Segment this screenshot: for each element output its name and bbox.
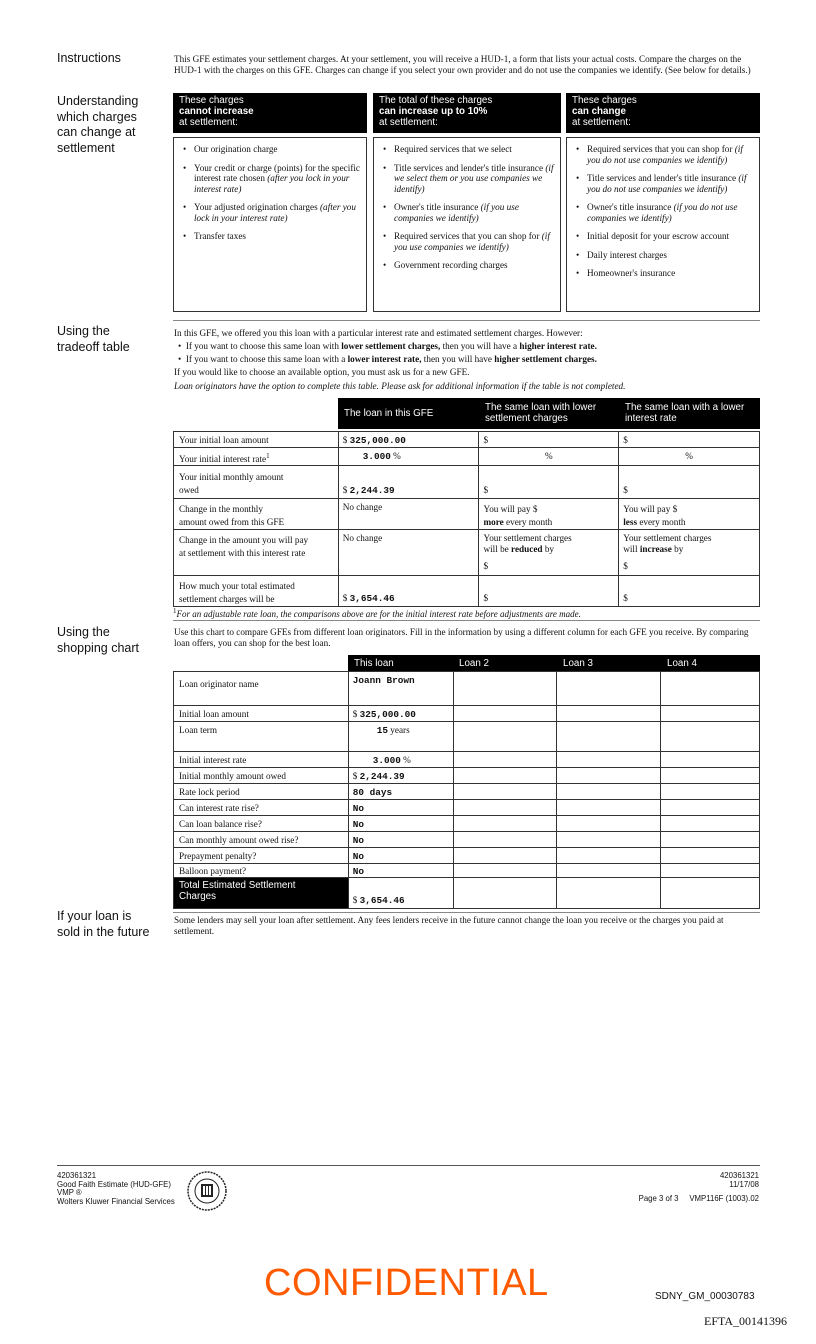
table-row: Loan term 15 years <box>174 722 760 752</box>
footer-page: Page 3 of 3 VMP116F (1003).02 <box>638 1194 759 1203</box>
list-item: • Title services and lender's title insurance (if you do not use companies we identify) <box>575 173 753 194</box>
list-item: • Required services that you can shop for (if you do not use companies we identify) <box>575 144 753 165</box>
table-row: Total Estimated Settlement Charges $ 3,654.46 <box>174 878 760 909</box>
table-row: Loan originator name Joann Brown <box>174 672 760 706</box>
table-row: Prepayment penalty? No <box>174 848 760 864</box>
hud-seal-icon <box>186 1170 228 1212</box>
table-row: Can interest rate rise? No <box>174 800 760 816</box>
table-row: Can loan balance rise? No <box>174 816 760 832</box>
tradeoff-bullet-1: • If you want to choose this same loan with lower settlement charges, then you will have a higher interest rate. <box>178 341 597 351</box>
sold-text: Some lenders may sell your loan after settlement. Any fees lenders receive in the future cannot change the loan you receive or the charges you paid at settlement. <box>174 915 724 936</box>
list-item: • Your credit or charge (points) for the specific interest rate chosen (after you lock in your interest rate) <box>182 163 360 195</box>
col2-header: The total of these charges can increase up to 10% at settlement: <box>373 93 561 133</box>
col1-header: These charges cannot increase at settlement: <box>173 93 367 133</box>
col3-header: These charges can change at settlement: <box>566 93 760 133</box>
footer-left: 420361321 Good Faith Estimate (HUD-GFE) VMP ® Wolters Kluwer Financial Services <box>57 1171 175 1206</box>
tradeoff-footnote: $^1$For an adjustable rate loan, the comparisons above are for the initial interest rate before adjustments are made. <box>173 607 581 619</box>
shopping-head-loan3: Loan 3 <box>557 655 661 671</box>
col1-list <box>173 137 367 312</box>
list-item: • Owner's title insurance (if you use companies we identify) <box>382 202 554 223</box>
list-item: • Government recording charges <box>382 260 554 271</box>
tradeoff-head-1: The loan in this GFE <box>338 398 479 429</box>
bates-number-1: SDNY_GM_00030783 <box>655 1291 755 1302</box>
list-item: • Initial deposit for your escrow account <box>575 231 753 242</box>
tradeoff-table <box>173 431 760 607</box>
list-item: • Our origination charge <box>182 144 360 155</box>
col3-list <box>566 137 760 312</box>
understanding-label: Understanding which charges can change at settlement <box>57 94 139 155</box>
tradeoff-note: Loan originators have the option to complete this table. Please ask for additional information if the table is not completed. <box>174 381 626 391</box>
shopping-head-loan4: Loan 4 <box>661 655 760 671</box>
shopping-table <box>173 671 760 909</box>
tradeoff-intro: In this GFE, we offered you this loan with a particular interest rate and estimated settlement charges. However: <box>174 328 583 338</box>
table-row: Rate lock period 80 days <box>174 784 760 800</box>
bates-number-2: EFTA_00141396 <box>704 1314 788 1328</box>
shopping-head-loan2: Loan 2 <box>453 655 557 671</box>
table-row: Change in the amount you will pay at settlement with this interest rate No change Your settlement charges will be reduced by $ Your settlement charges will increase by $ <box>174 530 760 576</box>
table-row: Initial monthly amount owed $ 2,244.39 <box>174 768 760 784</box>
tradeoff-head-3: The same loan with a lower interest rate <box>619 398 760 429</box>
tradeoff-after: If you would like to choose an available option, you must ask us for a new GFE. <box>174 367 470 377</box>
list-item: • Required services that you can shop for (if you use companies we identify) <box>382 231 554 252</box>
divider <box>173 620 760 621</box>
table-row: Your initial monthly amount owed $ 2,244.39 $ $ <box>174 466 760 499</box>
confidential-stamp: CONFIDENTIAL <box>264 1262 549 1304</box>
footer-divider <box>57 1165 760 1166</box>
shopping-intro: Use this chart to compare GFEs from different loan originators. Fill in the information by using a different column for each GFE you receive. By comparing loan offers, you can shop for the best loan. <box>174 627 749 648</box>
table-row: Initial interest rate 3.000 % <box>174 752 760 768</box>
instructions-label: Instructions <box>57 51 121 65</box>
tradeoff-bullet-2: • If you want to choose this same loan with a lower interest rate, then you will have higher settlement charges. <box>178 354 597 364</box>
list-item: • Daily interest charges <box>575 250 753 261</box>
instructions-text: This GFE estimates your settlement charges. At your settlement, you will receive a HUD-1, a form that lists your actual costs. Compare the charges on the HUD-1 with the charges on this GFE. Charges can change if you select your own provider and do not use the companies we identify. (See below for details.) <box>174 54 751 75</box>
divider <box>173 912 760 913</box>
list-item: • Transfer taxes <box>182 231 360 242</box>
sold-label: If your loan is sold in the future <box>57 909 150 939</box>
table-row: Your initial interest rate$^1$ 3.000 % % % <box>174 448 760 466</box>
table-row: Can monthly amount owed rise? No <box>174 832 760 848</box>
divider <box>173 320 760 321</box>
table-row: How much your total estimated settlement charges will be $ 3,654.46 $ $ <box>174 576 760 607</box>
list-item: • Your adjusted origination charges (after you lock in your interest rate) <box>182 202 360 223</box>
shopping-head-this: This loan <box>348 655 453 671</box>
list-item: • Required services that we select <box>382 144 554 155</box>
tradeoff-head-2: The same loan with lower settlement charges <box>479 398 619 429</box>
footer-right: 420361321 11/17/08 <box>719 1171 759 1189</box>
list-item: • Title services and lender's title insurance (if we select them or you use companies we identify) <box>382 163 554 195</box>
list-item: • Homeowner's insurance <box>575 268 753 279</box>
table-row: Your initial loan amount $ 325,000.00 $ $ <box>174 432 760 448</box>
list-item: • Owner's title insurance (if you do not use companies we identify) <box>575 202 753 223</box>
table-row: Initial loan amount $ 325,000.00 <box>174 706 760 722</box>
shopping-label: Using the shopping chart <box>57 625 140 655</box>
table-row: Balloon payment? No <box>174 864 760 878</box>
table-row: Change in the monthly amount owed from this GFE No change You will pay $ more every month You will pay $ less every month <box>174 499 760 530</box>
col2-list <box>373 137 561 312</box>
tradeoff-label: Using the tradeoff table <box>57 324 130 354</box>
